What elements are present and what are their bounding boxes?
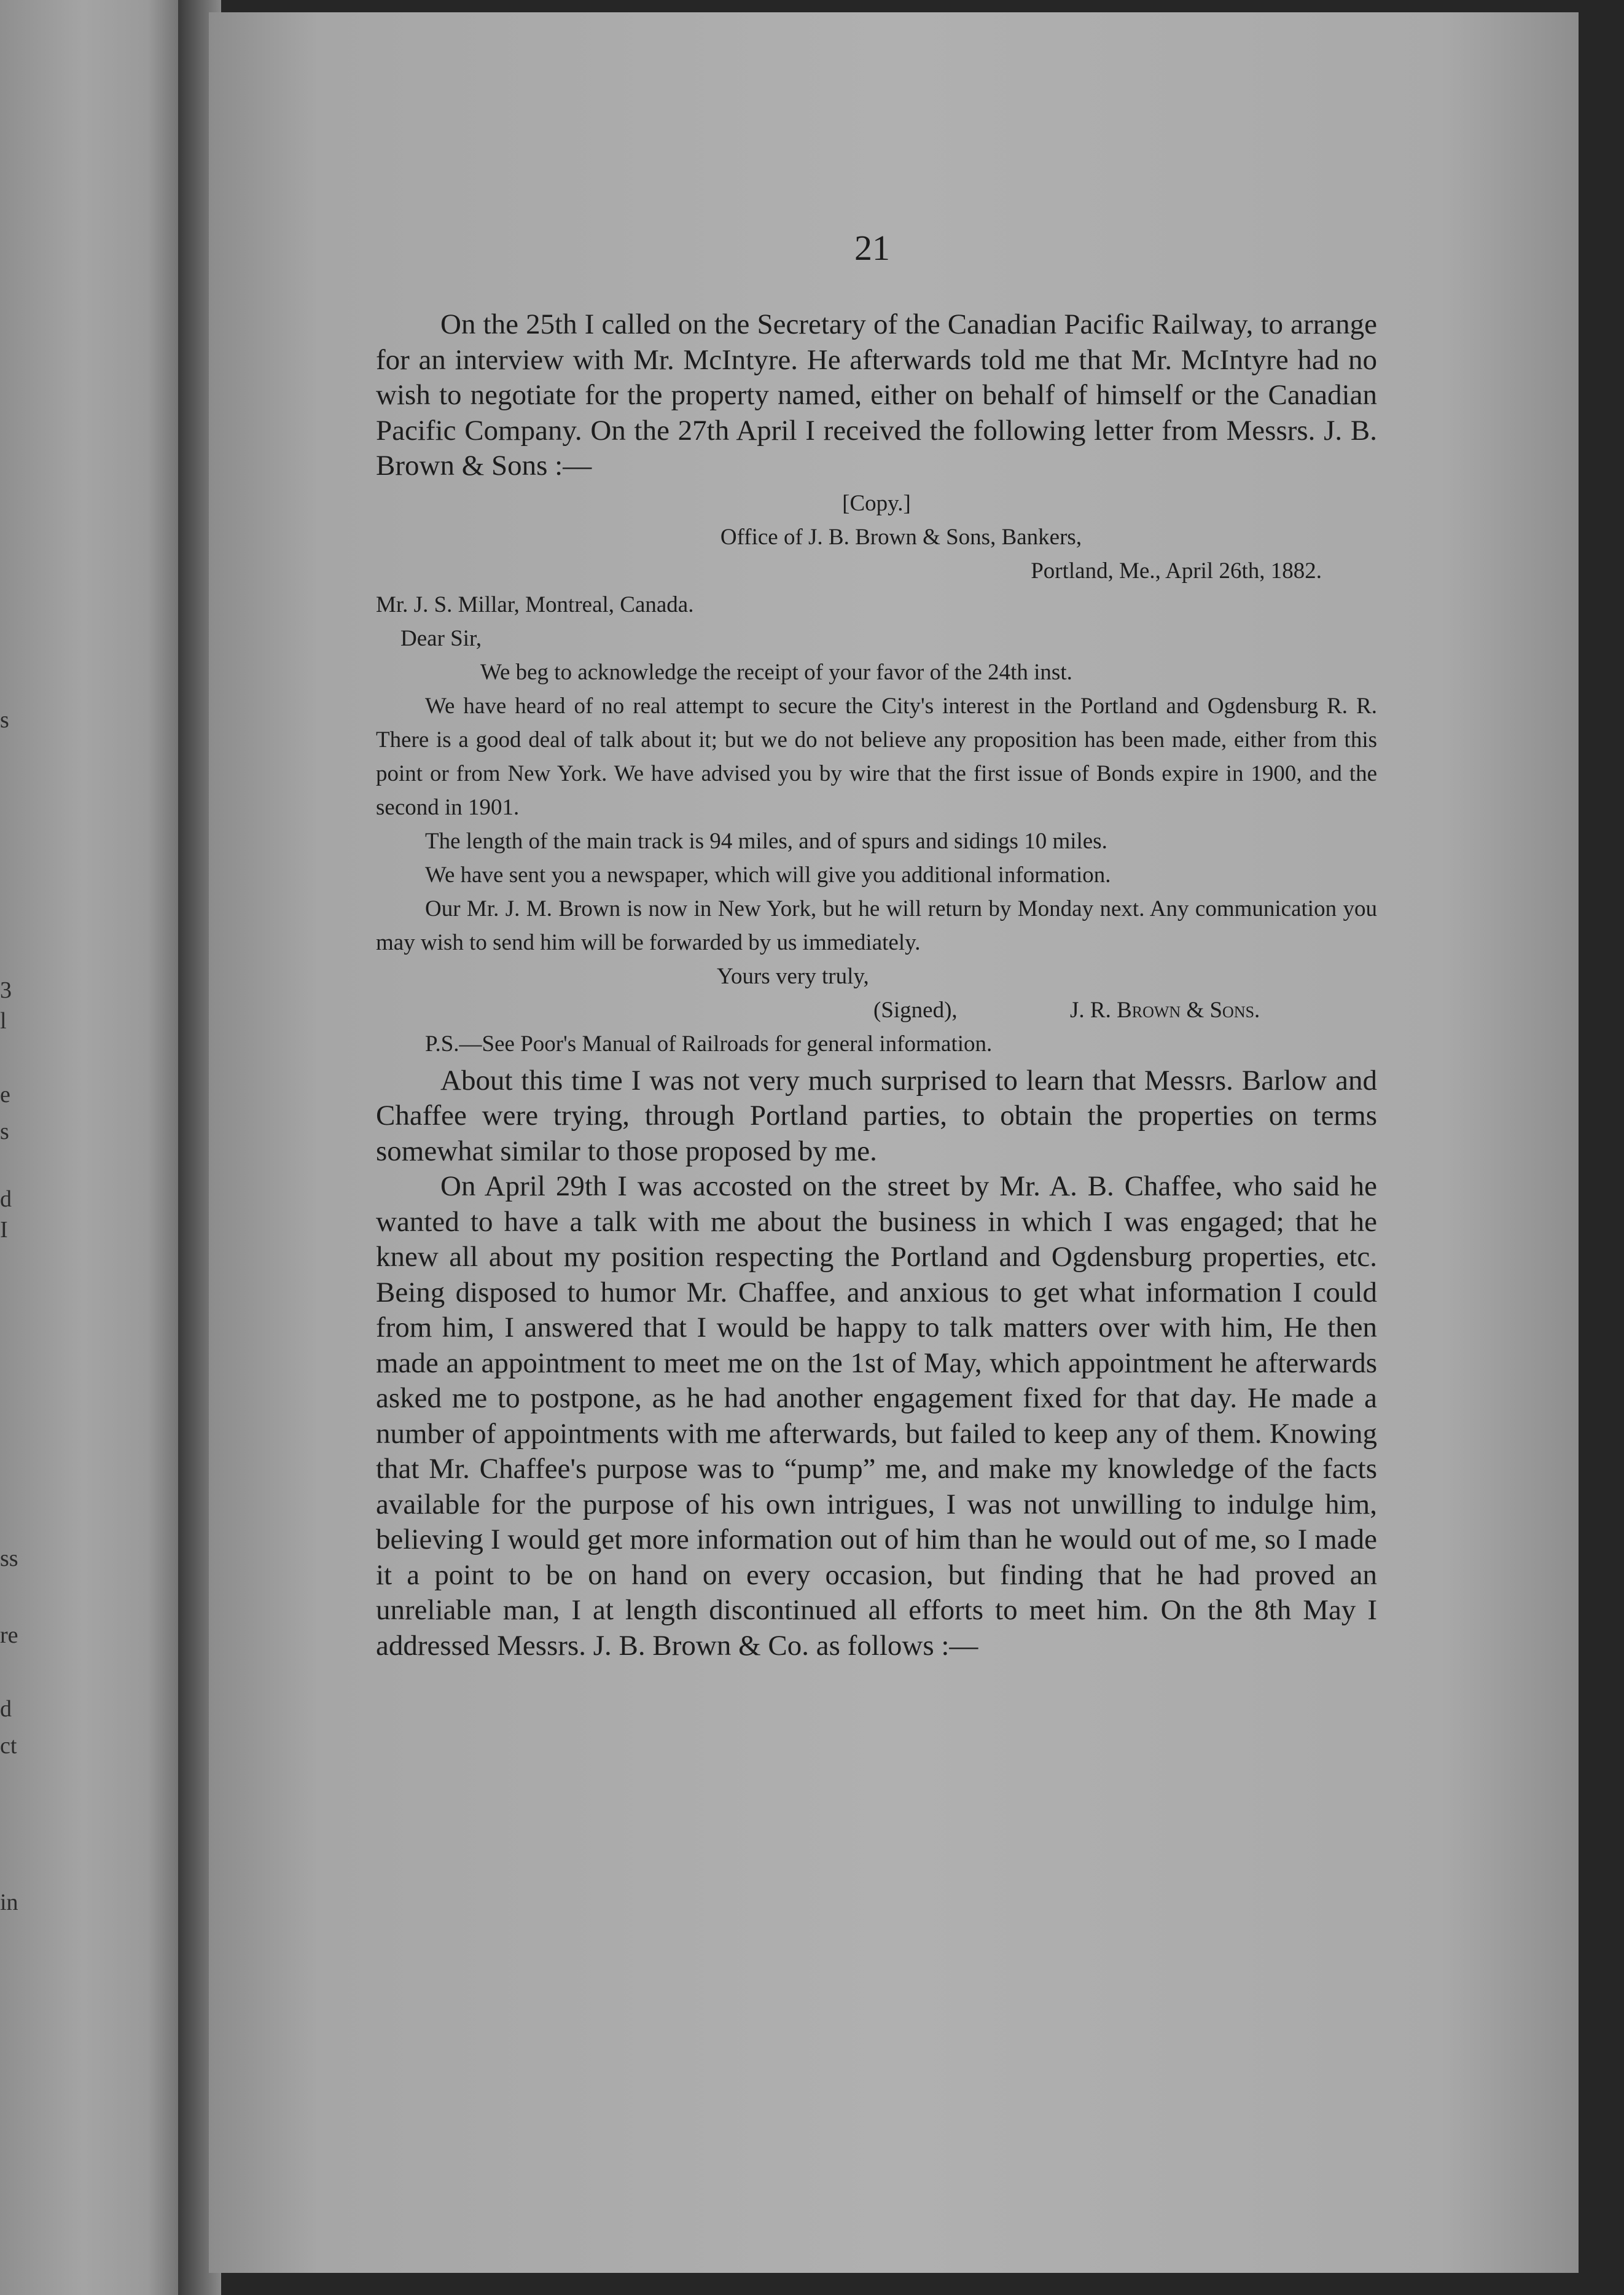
margin-fragment: in xyxy=(0,1890,18,1915)
letter-paragraph: We have heard of no real attempt to secure the City's interest in the Portland and Ogdensburg R. R. There is a good deal of talk about it; but we do not believe any proposition has been made, either from this point or from New York. We have advised you by wire that the first issue of Bonds expire in 1900, and the second in 1901. xyxy=(376,693,1377,820)
letter-signature: J. R. Brown & Sons. xyxy=(1070,997,1260,1023)
letter-paragraph: We have sent you a newspaper, which will give you additional information. xyxy=(425,862,1111,888)
letter-place-date: Portland, Me., April 26th, 1882. xyxy=(1031,558,1322,584)
page-body xyxy=(376,307,1377,1664)
body-paragraph: About this time I was not very much surprised to learn that Messrs. Barlow and Chaffee were trying, through Portland parties, to obtain the properties on terms somewhat similar to those proposed by me. xyxy=(376,1064,1377,1167)
margin-fragment: I xyxy=(0,1217,8,1243)
margin-fragment: d xyxy=(0,1696,12,1722)
letter-signature-row xyxy=(873,993,1377,1027)
signed-label: (Signed), xyxy=(873,997,958,1023)
letterhead-office: Office of J. B. Brown & Sons, Bankers, xyxy=(720,524,1082,550)
margin-fragment: ct xyxy=(0,1733,17,1759)
letter-paragraph: We beg to acknowledge the receipt of your favor of the 24th inst. xyxy=(480,659,1072,685)
quoted-letter xyxy=(376,487,1377,1061)
copy-label: [Copy.] xyxy=(842,490,911,516)
page-number: 21 xyxy=(854,228,890,268)
letter-closing: Yours very truly, xyxy=(717,963,869,989)
margin-fragment: l xyxy=(0,1008,7,1034)
left-page-margin-fragments xyxy=(0,0,25,2295)
body-paragraph: On April 29th I was accosted on the street by Mr. A. B. Chaffee, who said he wanted to have a talk with me about the business in which I was engaged; that he knew all about my position respecting the Portland and Ogdensburg properties, etc. Being disposed to humor Mr. Chaffee, and anxious to get what information I could from him, I answered that I would be happy to talk matters over with him, He then made an appointment to meet me on the 1st of May, which appointment he afterwards asked me to postpone, as he had another engagement fixed for that day. He made a number of appointments with me afterwards, but failed to keep any of them. Knowing that Mr. Chaffee's purpose was to “pump” me, and make my knowledge of the facts available for the purpose of his own intrigues, I was not unwilling to indulge him, believing I would get more information out of him than he would out of me, so I made it a point to be on hand on every occasion, but finding that he had proved an unreliable man, I at length discontinued all efforts to meet him. On the 8th May I addressed Messrs. J. B. Brown & Co. as follows :— xyxy=(376,1170,1377,1662)
letter-paragraph: The length of the main track is 94 miles, and of spurs and sidings 10 miles. xyxy=(425,828,1107,854)
letter-paragraph: Our Mr. J. M. Brown is now in New York, but he will return by Monday next. Any communication you may wish to send him will be forwarded by us immediately. xyxy=(376,896,1377,955)
margin-fragment: e xyxy=(0,1082,10,1108)
margin-fragment: s xyxy=(0,1119,9,1144)
letter-postscript: P.S.—See Poor's Manual of Railroads for general information. xyxy=(425,1031,993,1057)
margin-fragment: s xyxy=(0,707,9,733)
letter-addressee: Mr. J. S. Millar, Montreal, Canada. xyxy=(376,592,694,617)
margin-fragment: d xyxy=(0,1186,12,1212)
letter-salutation: Dear Sir, xyxy=(400,625,482,651)
margin-fragment: ss xyxy=(0,1546,18,1571)
margin-fragment: 3 xyxy=(0,977,12,1003)
intro-paragraph: On the 25th I called on the Secretary of the Canadian Pacific Railway, to arrange for an interview with Mr. McIntyre. He afterwards told me that Mr. McIntyre had no wish to negotiate for the property named, either on behalf of himself or the Canadian Pacific Company. On the 27th April I received the following letter from Messrs. J. B. Brown & Sons :— xyxy=(376,308,1377,482)
left-facing-page xyxy=(0,0,184,2295)
margin-fragment: re xyxy=(0,1622,18,1648)
